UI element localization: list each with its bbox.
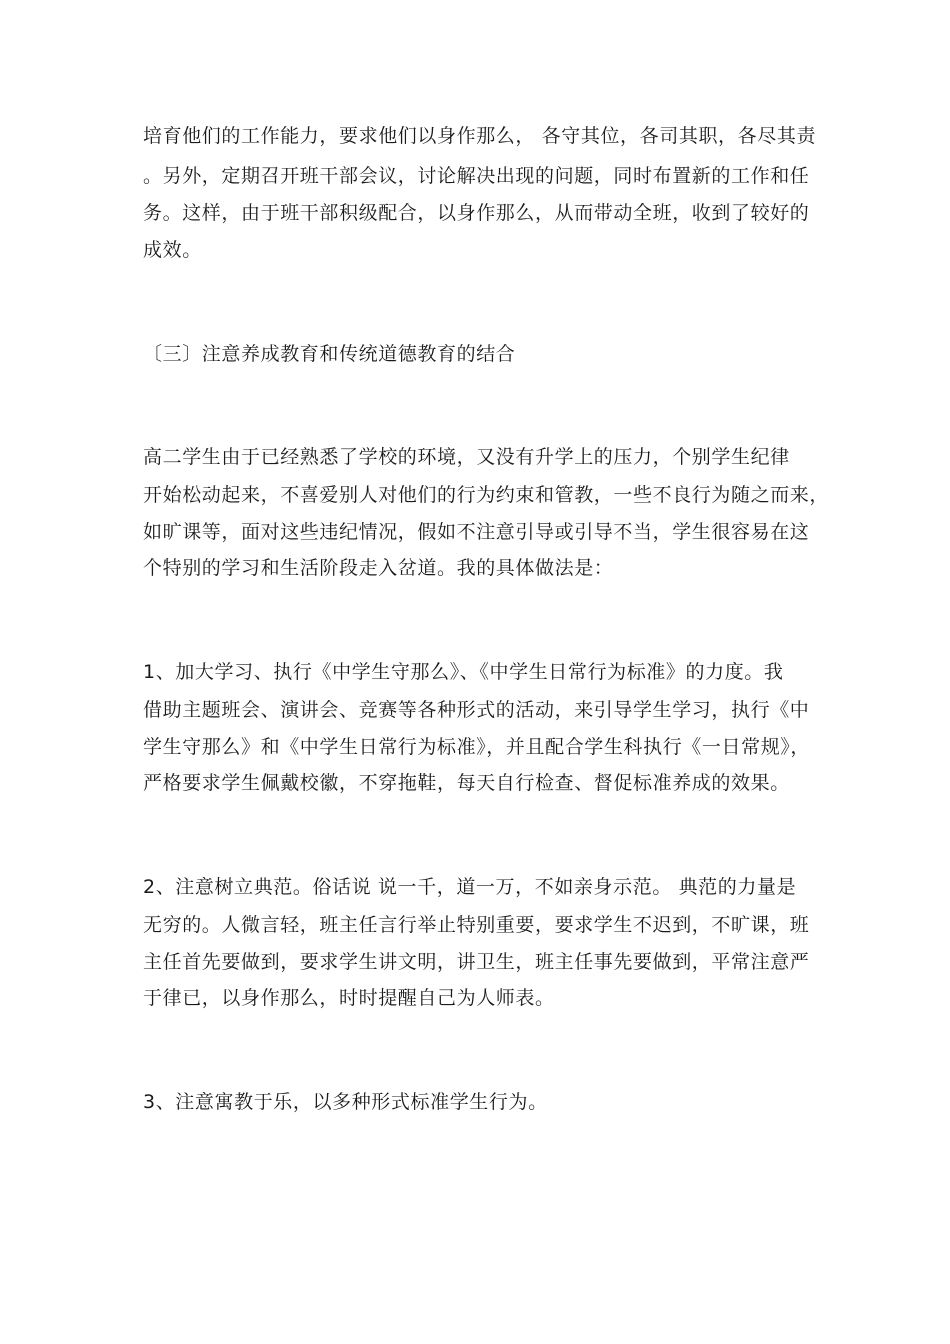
list-item-line: 严格要求学生佩戴校徽，不穿拖鞋，每天自行检查、督促标准养成的效果。: [143, 772, 790, 794]
paragraph-line: 高二学生由于已经熟悉了学校的环境，又没有升学上的压力，个别学生纪律: [143, 446, 790, 468]
list-item-line: 借助主题班会、演讲会、竞赛等各种形式的活动，来引导学生学习，执行《中: [143, 699, 810, 721]
list-item-line: 主任首先要做到，要求学生讲文明，讲卫生，班主任事先要做到，平常注意严: [143, 951, 810, 973]
list-item-line: 无穷的。人微言轻，班主任言行举止特别重要，要求学生不迟到，不旷课，班: [143, 914, 810, 936]
paragraph-line: 务。这样，由于班干部积级配合，以身作那么，从而带动全班，收到了较好的: [143, 202, 810, 224]
paragraph-line: 个特别的学习和生活阶段走入岔道。我的具体做法是：: [143, 557, 614, 579]
paragraph-line: 。另外，定期召开班干部会议，讨论解决出现的问题，同时布置新的工作和任: [143, 165, 810, 187]
list-item-line: 于律已，以身作那么，时时提醒自己为人师表。: [143, 987, 555, 1009]
list-item-line: 1、加大学习、执行《中学生守那么》、《中学生日常行为标准》的力度。我: [143, 661, 784, 683]
section-heading: 〔三〕注意养成教育和传统道德教育的结合: [143, 343, 516, 365]
paragraph-line: 开始松动起来，不喜爱别人对他们的行为约束和管教，一些不良行为随之而来，: [143, 484, 830, 506]
paragraph-line: 成效。: [143, 239, 202, 261]
paragraph-line: 培育他们的工作能力，要求他们以身作那么， 各守其位，各司其职，各尽其责: [143, 125, 817, 147]
paragraph-line: 如旷课等，面对这些违纪情况，假如不注意引导或引导不当，学生很容易在这: [143, 521, 810, 543]
list-item-line: 2、注意树立典范。俗话说 说一千，道一万，不如亲身示范。 典范的力量是: [143, 876, 797, 898]
list-item-line: 学生守那么》和《中学生日常行为标准》，并且配合学生科执行《一日常规》，: [143, 736, 811, 758]
list-item-line: 3、注意寓教于乐，以多种形式标准学生行为。: [143, 1091, 548, 1113]
